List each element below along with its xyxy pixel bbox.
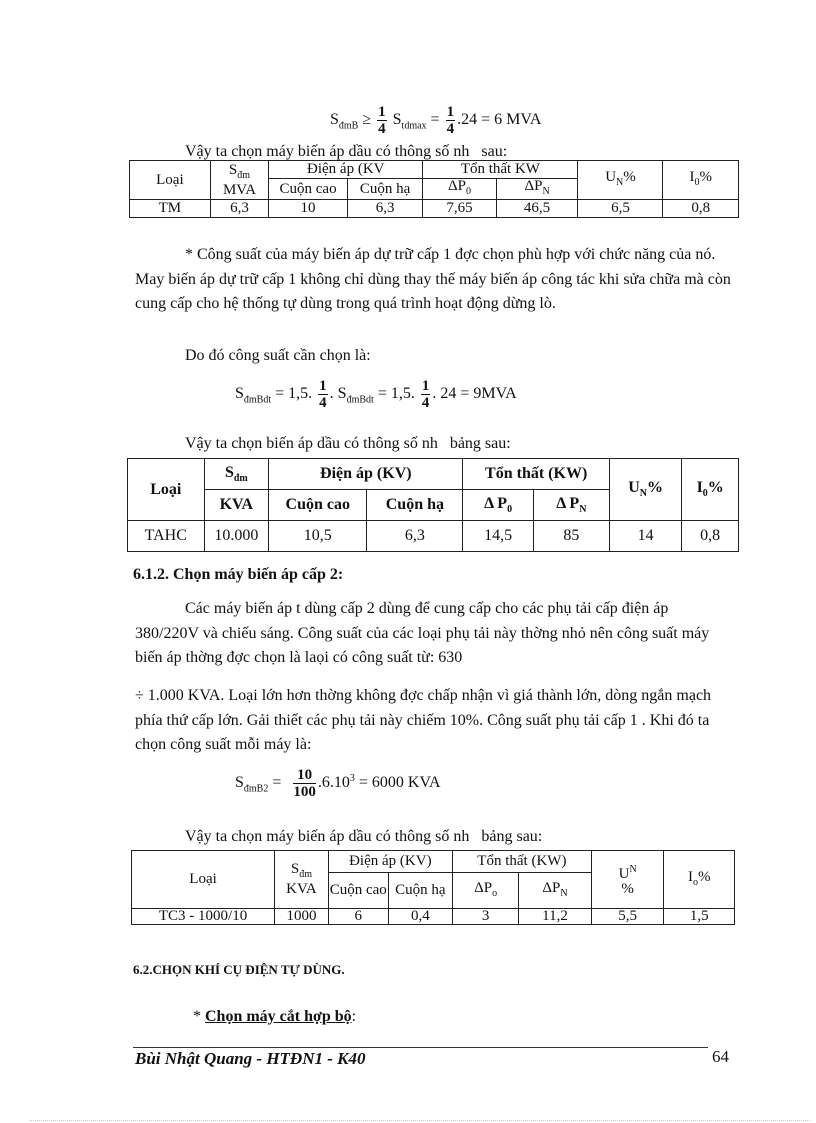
th-dpn: $\Delta P_N$ bbox=[519, 873, 592, 909]
sub-heading-circuit-breaker: * Chọn máy cắt hợp bộ: bbox=[193, 1008, 357, 1025]
paragraph-reserve-transformer: * Công suất của máy biến áp dự trữ cấp 1 đợc chọn phù hợp với chức năng của nó. May biến áp dự trữ cấp 1 không chỉ dùng thay thế máy biến áp công tác khi sửa chữa mà còn cung cấp cho hệ thống tự dùng trong quá trình hoạt động dừng lò. bbox=[135, 246, 731, 312]
th-loai: Loại bbox=[132, 851, 275, 909]
th-i0: $I_0\%$ bbox=[682, 459, 739, 521]
th-dpn: Δ $P_N$ bbox=[533, 490, 609, 521]
th-cuoncao: Cuộn cao bbox=[269, 179, 348, 200]
fraction: $\frac{10}{100}$ bbox=[293, 767, 316, 800]
th-loai: Loại bbox=[128, 459, 205, 521]
fraction: $\frac{1}{4}$ bbox=[378, 104, 386, 137]
th-un: $U^N$ % bbox=[591, 851, 664, 909]
th-tonthat: Tổn thất (KW) bbox=[452, 851, 591, 873]
th-dp0: $\Delta P_o$ bbox=[452, 873, 518, 909]
paragraph-level2-transformer: Các máy biến áp t dùng cấp 2 dùng để cung cấp cho các phụ tải cấp điện áp 380/220V và chiếu sáng. Công suất của các loại phụ tải này thờng nhỏ nên công suất máy biến áp thờng đợc chọn là laọi có công suất từ: 630 bbox=[135, 600, 710, 666]
th-i0: $I_o\%$ bbox=[664, 851, 735, 909]
paragraph-level2-continued: ÷ 1.000 KVA. Loại lớn hơn thờng không đợc chấp nhận vì giá thành lớn, dòng ngắn mạch phía thứ cấp lớn. Gải thiết các phụ tải này chiếm 10%. Công suất phụ tải cấp 1 . Khi đó ta chọn công suất mỗi máy là: bbox=[135, 687, 712, 753]
transformer-table-1 bbox=[129, 160, 739, 218]
transformer-table-3 bbox=[131, 850, 735, 925]
formula-sdmb: $S_{đmB}$ ≥ $\frac{1}{4}$ $S_{tdmax}$ = $\frac{1}{4}$ .24 = 6 MVA bbox=[330, 104, 542, 137]
transformer-table-2 bbox=[127, 458, 739, 552]
th-cuonha: Cuộn hạ bbox=[367, 490, 463, 521]
th-i0: $I_0\%$ bbox=[663, 161, 739, 200]
table-row: TC3 - 1000/10 1000 6 0,4 3 11,2 5,5 1,5 bbox=[132, 909, 735, 925]
fraction: $\frac{1}{4}$ bbox=[319, 378, 327, 411]
th-kva: KVA bbox=[204, 490, 269, 521]
th-loai: Loại bbox=[130, 161, 211, 200]
table-row: TAHC 10.000 10,5 6,3 14,5 85 14 0,8 bbox=[128, 521, 739, 552]
choose-text-1: Vậy ta chọn máy biến áp dầu có thông số nh sau: bbox=[185, 143, 508, 160]
th-un: $U_N\%$ bbox=[578, 161, 663, 200]
th-dp0: Δ $P_0$ bbox=[463, 490, 533, 521]
section-heading-6-1-2: 6.1.2. Chọn máy biến áp cấp 2: bbox=[133, 566, 344, 583]
fraction: $\frac{1}{4}$ bbox=[446, 104, 455, 137]
th-cuoncao: Cuộn cao bbox=[269, 490, 367, 521]
th-cuonha: Cuộn hạ bbox=[388, 873, 452, 909]
page-number: 64 bbox=[712, 1047, 729, 1066]
th-dpn: $\Delta P_N$ bbox=[496, 179, 578, 200]
th-tonthat: Tổn thất KW bbox=[423, 161, 578, 179]
th-tonthat: Tổn thất (KW) bbox=[463, 459, 610, 490]
formula-sdmbdt: $S_{đmBdt} = 1,5$. $\frac{1}{4}$ . $S_{đmBdt} = 1,5$. $\frac{1}{4}$ . 24 = 9MVA bbox=[235, 378, 517, 411]
footer-rule bbox=[133, 1047, 708, 1048]
th-cuonha: Cuộn hạ bbox=[347, 179, 422, 200]
th-sdm: $S_{đm}$ MVA bbox=[210, 161, 268, 200]
th-sdm: $S_{đm}$ KVA bbox=[275, 851, 329, 909]
choose-text-2: Vậy ta chọn biến áp dầu có thông số nh bảng sau: bbox=[185, 435, 511, 452]
fraction: $\frac{1}{4}$ bbox=[421, 378, 430, 411]
th-dp0: $\Delta P_0$ bbox=[423, 179, 496, 200]
section-heading-6-2: 6.2.CHỌN KHÍ CỤ ĐIỆN TỰ DÙNG. bbox=[133, 962, 345, 977]
table-row: TM 6,3 10 6,3 7,65 46,5 6,5 0,8 bbox=[130, 200, 739, 218]
formula-sdmb2: $S_{đmB2}$ = $\frac{10}{100}$ $.6.10^3 = 6000$ KVA bbox=[235, 767, 441, 800]
th-sdm: $S_{đm}$ bbox=[204, 459, 269, 490]
th-dienap: Điện áp (KV) bbox=[328, 851, 452, 873]
choose-text-3: Vậy ta chọn máy biến áp dầu có thông số nh bảng sau: bbox=[185, 828, 543, 845]
th-cuoncao: Cuộn cao bbox=[328, 873, 388, 909]
paragraph-required-power: Do đó công suất cần chọn là: bbox=[185, 347, 371, 364]
page-edge bbox=[30, 1120, 810, 1121]
th-dienap: Điện áp (KV) bbox=[269, 459, 463, 490]
th-dienap: Điện áp (KV bbox=[269, 161, 423, 179]
footer-author: Bùi Nhật Quang - HTĐN1 - K40 bbox=[135, 1049, 366, 1068]
th-un: $U_N\%$ bbox=[609, 459, 681, 521]
